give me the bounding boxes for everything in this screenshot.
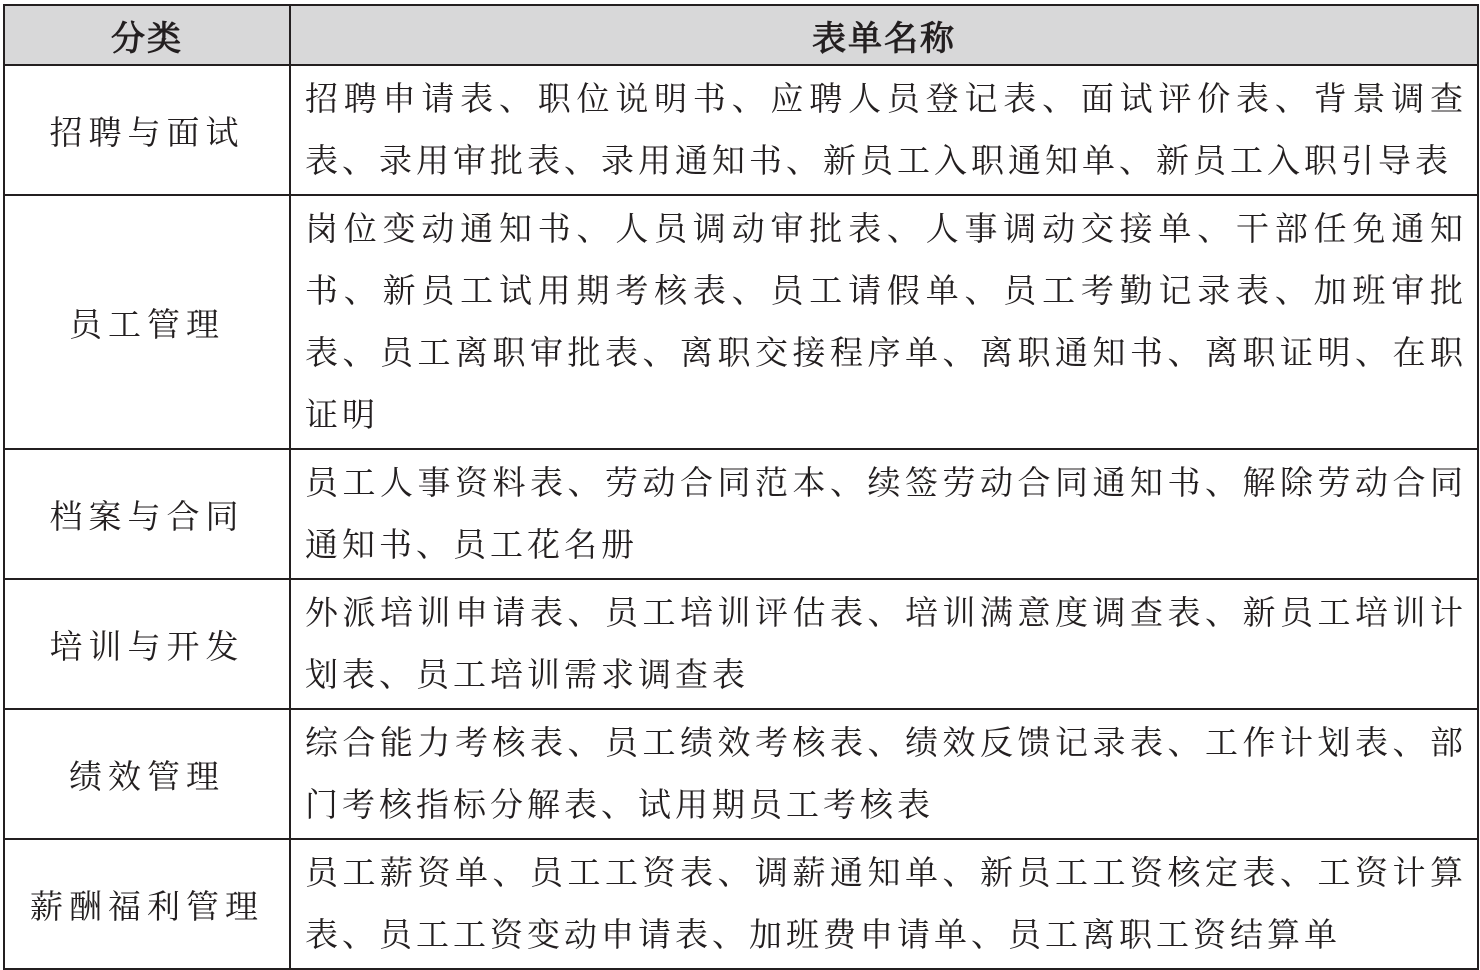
category-cell: 薪酬福利管理: [4, 839, 290, 969]
table-row: [4, 449, 1478, 579]
table-row: [4, 579, 1478, 709]
forms-cell: 综合能力考核表、员工绩效考核表、绩效反馈记录表、工作计划表、部门考核指标分解表、试用期员工考核表: [290, 709, 1478, 839]
forms-cell: 招聘申请表、职位说明书、应聘人员登记表、面试评价表、背景调查表、录用审批表、录用通知书、新员工入职通知单、新员工入职引导表: [290, 65, 1478, 195]
table-row: [4, 195, 1478, 449]
forms-cell: 员工人事资料表、劳动合同范本、续签劳动合同通知书、解除劳动合同通知书、员工花名册: [290, 449, 1478, 579]
category-cell: 招聘与面试: [4, 65, 290, 195]
forms-cell: 员工薪资单、员工工资表、调薪通知单、新员工工资核定表、工资计算表、员工工资变动申请表、加班费申请单、员工离职工资结算单: [290, 839, 1478, 969]
category-cell: 档案与合同: [4, 449, 290, 579]
forms-cell: 外派培训申请表、员工培训评估表、培训满意度调查表、新员工培训计划表、员工培训需求调查表: [290, 579, 1478, 709]
form-names-header: 表单名称: [290, 5, 1478, 65]
category-cell: 员工管理: [4, 195, 290, 449]
category-cell: 绩效管理: [4, 709, 290, 839]
header-row: [4, 5, 1478, 65]
forms-table: [3, 4, 1479, 970]
category-header: 分类: [4, 5, 290, 65]
table-row: [4, 709, 1478, 839]
table-row: [4, 65, 1478, 195]
table-row: [4, 839, 1478, 969]
forms-cell: 岗位变动通知书、人员调动审批表、人事调动交接单、干部任免通知书、新员工试用期考核表、员工请假单、员工考勤记录表、加班审批表、员工离职审批表、离职交接程序单、离职通知书、离职证明、在职证明: [290, 195, 1478, 449]
category-cell: 培训与开发: [4, 579, 290, 709]
